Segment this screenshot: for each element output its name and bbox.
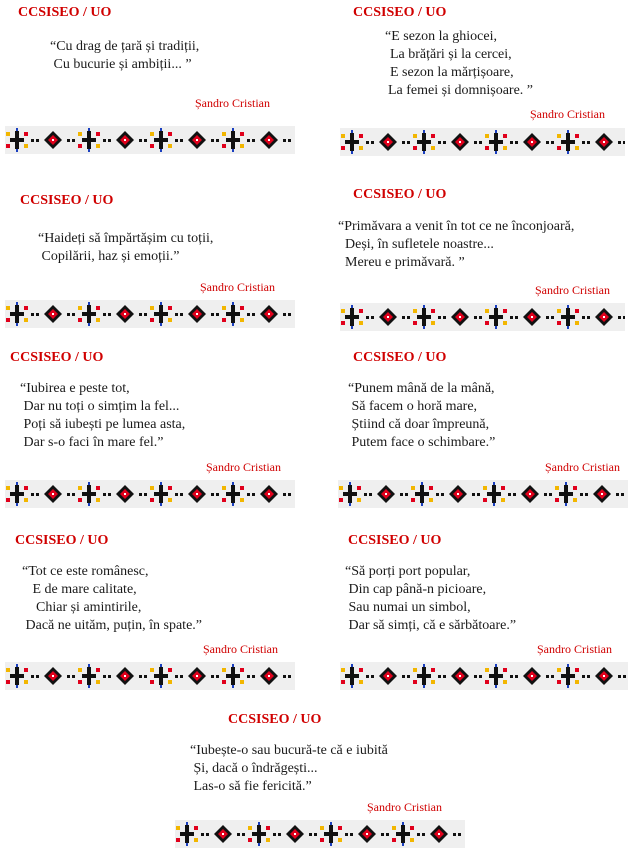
romanian-embroidery-border-icon	[340, 303, 625, 331]
author: Șandro Cristian	[206, 460, 281, 474]
card-header: CCSISEO / UO	[10, 350, 104, 365]
poem-line: Las-o să fie fericită.”	[190, 779, 312, 794]
poem-line: “Haideți să împărtășim cu toții,	[38, 231, 214, 246]
poem-line: Copilării, haz și emoții.”	[38, 249, 180, 264]
romanian-embroidery-border-icon	[175, 820, 465, 848]
author: Șandro Cristian	[195, 96, 270, 110]
poem-line: Dar nu toți o simțim la fel...	[20, 399, 180, 414]
author: Șandro Cristian	[200, 280, 275, 294]
poem-line: “Punem mână de la mână,	[348, 381, 495, 396]
poem-line: E sezon la mărțișoare,	[390, 65, 514, 80]
romanian-embroidery-border-icon	[5, 480, 295, 508]
romanian-embroidery-border-icon	[5, 126, 295, 154]
card-header: CCSISEO / UO	[353, 187, 447, 202]
poem-line: Deși, în sufletele noastre...	[338, 237, 494, 252]
poem-line: “Iubirea e peste tot,	[20, 381, 130, 396]
author: Șandro Cristian	[537, 642, 612, 656]
card-header: CCSISEO / UO	[18, 5, 112, 20]
poem-line: La brățări și la cercei,	[390, 47, 512, 62]
romanian-embroidery-border-icon	[340, 662, 628, 690]
poem-line: “Iubește-o sau bucură-te că e iubită	[190, 743, 388, 758]
poem-line: Dacă ne uităm, puțin, în spate.”	[22, 618, 202, 633]
poem-line: Și, dacă o îndrăgești...	[190, 761, 318, 776]
romanian-embroidery-border-icon	[338, 480, 628, 508]
poem-line: Dar s-o faci în mare fel.”	[20, 435, 164, 450]
author: Șandro Cristian	[203, 642, 278, 656]
poem-line: Să facem o horă mare,	[348, 399, 478, 414]
poem-line: Putem face o schimbare.”	[348, 435, 496, 450]
poem-line: “Primăvara a venit în tot ce ne înconjoară,	[338, 219, 575, 234]
romanian-embroidery-border-icon	[5, 300, 295, 328]
poem-line: “E sezon la ghiocei,	[385, 29, 497, 44]
card-header: CCSISEO / UO	[15, 533, 109, 548]
card-header: CCSISEO / UO	[20, 193, 114, 208]
poem-line: E de mare calitate,	[22, 582, 137, 597]
card-header: CCSISEO / UO	[353, 5, 447, 20]
poem-line: Poți să iubești pe lumea asta,	[20, 417, 186, 432]
poem-line: Sau numai un simbol,	[345, 600, 471, 615]
romanian-embroidery-border-icon	[5, 662, 295, 690]
card-header: CCSISEO / UO	[228, 712, 322, 727]
author: Șandro Cristian	[535, 283, 610, 297]
author: Șandro Cristian	[367, 800, 442, 814]
poem-line: “Să porți port popular,	[345, 564, 471, 579]
romanian-embroidery-border-icon	[340, 128, 625, 156]
poem-line: “Tot ce este românesc,	[22, 564, 149, 579]
poem-line: “Cu drag de țară și tradiții,	[50, 39, 200, 54]
poem-line: Mereu e primăvară. ”	[338, 255, 465, 270]
poem-line: Chiar și amintirile,	[22, 600, 142, 615]
author: Șandro Cristian	[530, 107, 605, 121]
author: Șandro Cristian	[545, 460, 620, 474]
poem-line: La femei și domnișoare. ”	[388, 83, 534, 98]
card-header: CCSISEO / UO	[348, 533, 442, 548]
poem-line: Știind că doar împreună,	[348, 417, 490, 432]
poem-line: Dar să simți, că e sărbătoare.”	[345, 618, 517, 633]
poem-line: Cu bucurie și ambiții... ”	[50, 57, 192, 72]
card-header: CCSISEO / UO	[353, 350, 447, 365]
poem-line: Din cap până-n picioare,	[345, 582, 487, 597]
